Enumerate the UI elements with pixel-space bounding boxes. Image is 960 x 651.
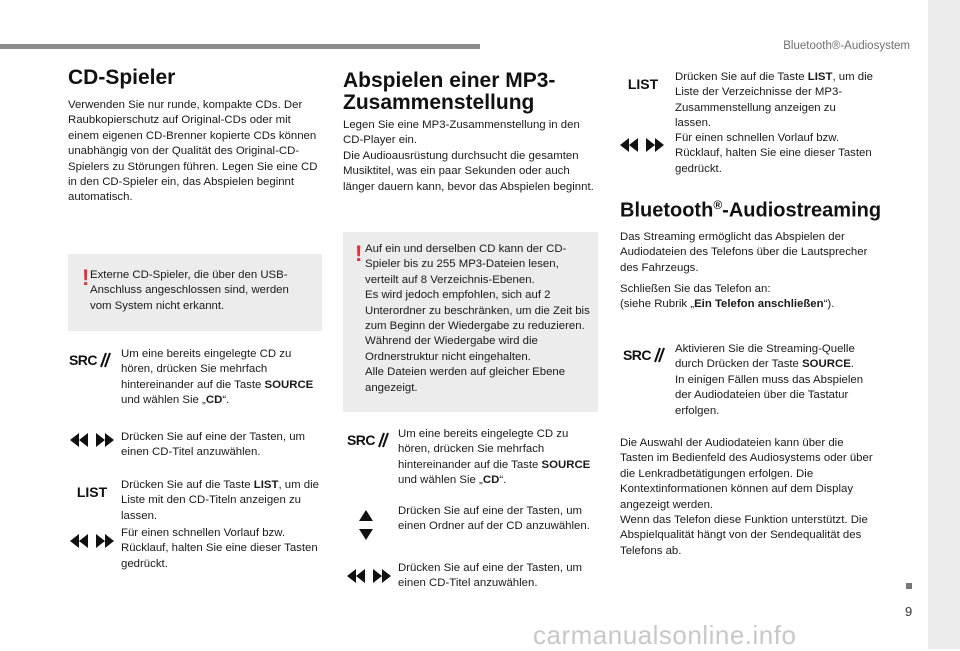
mp3-list-text: Drücken Sie auf die Taste LIST, um die Liste der Verzeichnisse der MP3-Zusammenstellung anzeigen zu lassen. — [675, 71, 873, 130]
prev-next-arrows-icon — [70, 432, 114, 448]
mp3-heading: Abspielen einer MP3-Zusammenstellung — [343, 69, 556, 114]
mp3-src-text: Um eine bereits eingelegte CD zu hören, drücken Sie mehrfach hintereinander auf die Taste SOURCE und wählen Sie „CD“. — [398, 428, 591, 487]
top-rule — [0, 44, 480, 49]
cd-warning-text: Externe CD-Spieler, die über den USB-Anschluss angeschlossen sind, werden vom System nicht erkannt. — [90, 269, 289, 312]
side-strip — [928, 0, 960, 649]
cd-warning-box — [68, 254, 322, 331]
cd-player-heading: CD-Spieler — [68, 66, 176, 89]
warning-icon: ! — [82, 265, 90, 290]
up-down-arrows-icon — [359, 510, 373, 540]
bt-streaming-heading: Bluetooth®-Audiostreaming — [620, 198, 882, 222]
src-slash-icon — [375, 432, 389, 448]
cd-ff-text: Für einen schnellen Vorlauf bzw. Rücklauf, halten Sie eine dieser Tasten gedrückt. — [121, 527, 318, 570]
src-button-icon — [66, 350, 114, 370]
cd-intro-text: Verwenden Sie nur runde, kompakte CDs. Der Raubkopierschutz auf Original-CDs oder mit einem eigenen CD-Brenner kopierte CDs können unabhängig von der Qualität des Original-CD-Spielers zu Störungen führen. Legen Sie eine CD in den CD-Spieler ein, das Abspielen beginnt automatisch. — [68, 99, 318, 204]
src-slash-icon — [651, 347, 665, 363]
src-label: SRC — [346, 432, 376, 448]
bt-intro-text: Das Streaming ermöglicht das Abspielen der Audiodateien des Telefons über die Lautsprecher des Fahrzeugs. — [620, 231, 868, 274]
mp3-ff-text: Für einen schnellen Vorlauf bzw. Rücklauf, halten Sie eine dieser Tasten gedrückt. — [675, 132, 872, 175]
fast-forward-rewind-icon — [620, 137, 664, 153]
mp3-warning-text: Auf ein und derselben CD kann der CD-Spieler bis zu 255 MP3-Dateien lesen, verteilt auf 8 Verzeichnis-Ebenen. Es wird jedoch empfohlen, sich auf 2 Unterordner zu beschränken, um die Zeit bis zum Beginn der Wiedergabe zu reduzieren. Während der Wiedergabe wird die Ordnerstruktur nicht eingehalten. Alle Dateien werden auf gleicher Ebene angezeigt. — [365, 243, 590, 394]
list-button-icon: LIST — [627, 76, 659, 92]
mp3-intro-text: Legen Sie eine MP3-Zusammenstellung in den CD-Player ein. Die Audioausrüstung durchsucht die gesamten Musiktitel, was ein paar Sekunden oder auch länger dauern kann, bevor das Abspielen beginnt. — [343, 119, 594, 193]
cd-arrows-text: Drücken Sie auf eine der Tasten, um einen CD-Titel anzuwählen. — [121, 431, 306, 459]
mp3-warning-box — [343, 232, 598, 412]
mp3-updown-text: Drücken Sie auf eine der Tasten, um einen Ordner auf der CD anzuwählen. — [398, 505, 590, 533]
watermark: carmanualsonline.info — [533, 620, 797, 650]
warning-icon: ! — [355, 241, 363, 266]
page-number: 9 — [905, 604, 913, 619]
bt-connect-text: Schließen Sie das Telefon an: (siehe Rubrik „Ein Telefon anschließen“). — [620, 283, 835, 311]
src-button-icon — [344, 430, 392, 450]
mp3-arrows-text: Drücken Sie auf eine der Tasten, um einen CD-Titel anzuwählen. — [398, 562, 583, 590]
bt-src-text: Aktivieren Sie die Streaming-Quelle durch Drücken der Taste SOURCE. In einigen Fällen muss das Abspielen der Audiodateien über die Tastatur erfolgen. — [675, 343, 864, 417]
section-header: Bluetooth®-Audiosystem — [783, 40, 910, 52]
src-label: SRC — [622, 347, 652, 363]
bt-outro-text: Die Auswahl der Audiodateien kann über die Tasten im Bedienfeld des Audiosystems oder über die Lenkradbetätigungen erfolgen. Die Kontextinformationen können auf dem Display angezeigt werden. Wenn das Telefon diese Funktion unterstützt. Die Abspielqualität hängt von der Sendequalität des Telefons ab. — [620, 437, 873, 557]
fast-forward-rewind-icon — [70, 533, 114, 549]
cd-list-text: Drücken Sie auf die Taste LIST, um die Liste mit den CD-Titeln anzeigen zu lassen. — [121, 479, 319, 522]
page-marker — [906, 583, 912, 589]
list-button-icon: LIST — [76, 484, 108, 500]
src-button-icon — [620, 345, 668, 365]
prev-next-arrows-icon — [347, 568, 391, 584]
src-label: SRC — [68, 352, 98, 368]
cd-src-text: Um eine bereits eingelegte CD zu hören, drücken Sie mehrfach hintereinander auf die Taste SOURCE und wählen Sie „CD“. — [121, 348, 314, 407]
src-slash-icon — [97, 352, 111, 368]
